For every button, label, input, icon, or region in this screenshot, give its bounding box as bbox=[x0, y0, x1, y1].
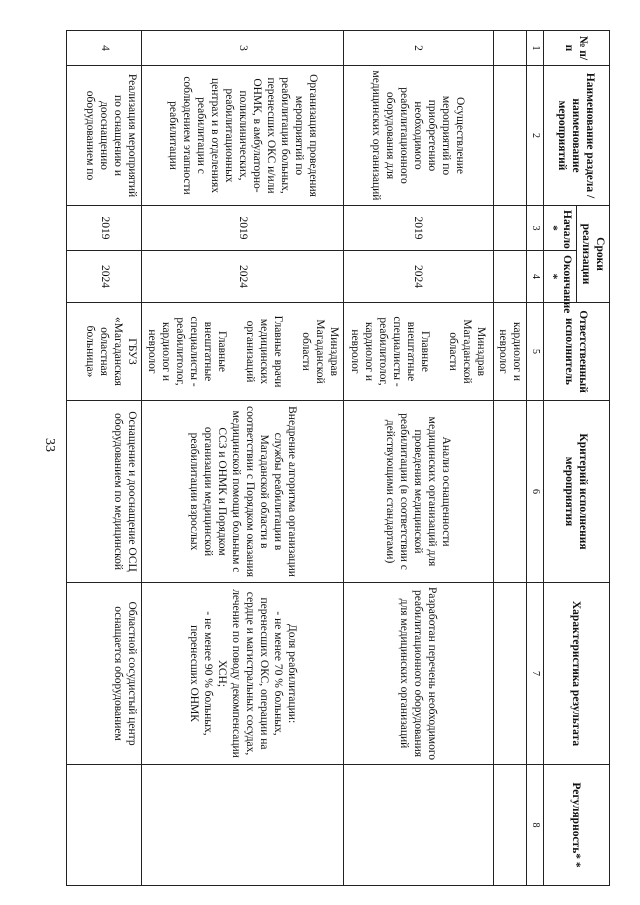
col-number: 1 bbox=[526, 31, 543, 66]
table-row bbox=[67, 31, 142, 886]
continuation-responsible: кардиолог и невролог bbox=[493, 303, 526, 401]
col-number: 3 bbox=[526, 206, 543, 251]
row-criterion: Внедрение алгоритма организации службы реабилитации в Магаданской области в соответствии с Порядком оказания медицинской помощи больным с ССЗ и ОНМК и Порядком организации медицинской реабилитации взрослых bbox=[142, 401, 343, 583]
header-responsible: Ответственный исполнитель bbox=[543, 303, 609, 401]
col-number: 7 bbox=[526, 583, 543, 765]
col-number: 4 bbox=[526, 251, 543, 303]
activities-table bbox=[67, 30, 611, 886]
row-responsible: Минздрав Магаданской области Главные внештатные специалисты - реабилитолог, кардиолог и невролог bbox=[343, 303, 493, 401]
table-row bbox=[142, 31, 343, 886]
row-end: 2024 bbox=[142, 251, 343, 303]
row-num: 3 bbox=[142, 31, 343, 66]
row-start: 2019 bbox=[67, 206, 142, 251]
col-number: 6 bbox=[526, 401, 543, 583]
row-num: 4 bbox=[67, 31, 142, 66]
row-regularity bbox=[142, 765, 343, 886]
col-number: 8 bbox=[526, 765, 543, 886]
table-row-continuation bbox=[493, 31, 526, 886]
row-regularity bbox=[67, 765, 142, 886]
page-number: 33 bbox=[42, 438, 57, 452]
col-number: 5 bbox=[526, 303, 543, 401]
header-criterion: Критерий исполнения мероприятия bbox=[543, 401, 609, 583]
row-result: Разработан перечень необходимого реабилитационного оборудования для медицинских организаций bbox=[343, 583, 493, 765]
row-result: Доля реабилитации: - не менее 70 % больных, перенесших ОКС, операции на сердце и магистральных сосудах, лечение по поводу декомпенсации ХСН; - не менее 90 % больных, перенесших ОНМК bbox=[142, 583, 343, 765]
row-start: 2019 bbox=[343, 206, 493, 251]
header-period: Сроки реализации bbox=[576, 206, 609, 303]
row-regularity bbox=[343, 765, 493, 886]
header-name: Наименование раздела /наименование мероприятий bbox=[543, 66, 609, 206]
row-responsible: Минздрав Магаданской области Главные врачи медицинских организаций Главные внештатные специалисты - реабилитолог, кардиолог и невролог bbox=[142, 303, 343, 401]
header-result: Характеристика результата bbox=[543, 583, 609, 765]
row-result: Областной сосудистый центр оснащается оборудованием bbox=[67, 583, 142, 765]
header-start: Начало * bbox=[543, 206, 576, 251]
header-regularity: Регулярность* * bbox=[543, 765, 609, 886]
rotated-table-container bbox=[84, 30, 610, 885]
table-row bbox=[343, 31, 493, 886]
row-criterion: Оснащение и дооснащение ОСЦ оборудованием по медицинской bbox=[67, 401, 142, 583]
row-num: 2 bbox=[343, 31, 493, 66]
header-num: № п/п bbox=[543, 31, 609, 66]
row-name: Организация проведения мероприятий по реабилитации больных, перенесших ОКС и/или ОНМК, в амбулаторно-поликлинических, реабилитационных центрах и в отделениях реабилитации с соблюдением этапности реабилитации bbox=[142, 66, 343, 206]
row-end: 2024 bbox=[67, 251, 142, 303]
row-criterion: Анализ оснащенности медицинских организаций для проведения медицинской реабилитации (в соответствии с действующими стандартами) bbox=[343, 401, 493, 583]
row-end: 2024 bbox=[343, 251, 493, 303]
row-name: Реализация мероприятий по оснащению и дооснащению оборудованием по bbox=[67, 66, 142, 206]
row-responsible: ГБУЗ «Магаданская областная больница» bbox=[67, 303, 142, 401]
row-name: Осуществление мероприятий по приобретению необходимого реабилитационного оборудования для медицинских организаций bbox=[343, 66, 493, 206]
col-number: 2 bbox=[526, 66, 543, 206]
row-start: 2019 bbox=[142, 206, 343, 251]
header-end: Окончание * bbox=[543, 251, 576, 303]
